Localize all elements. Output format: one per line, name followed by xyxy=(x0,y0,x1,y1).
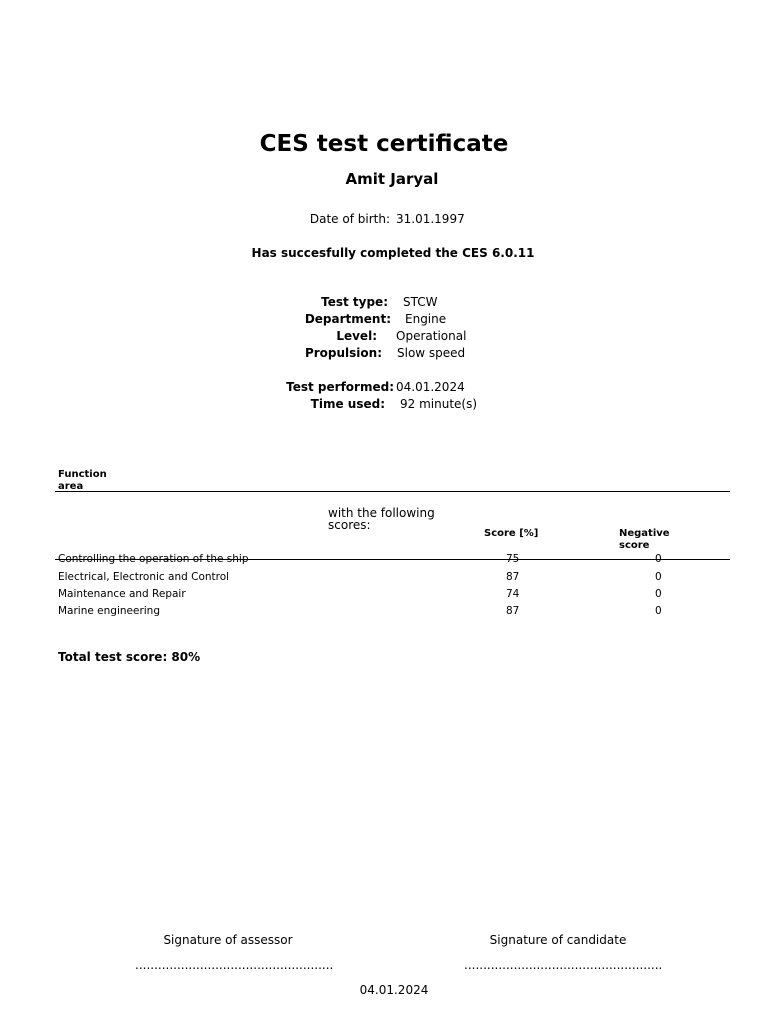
candidate-name: Amit Jaryal xyxy=(345,170,439,188)
header-function-area: Function area xyxy=(58,469,107,492)
scores-intro: with the following scores: xyxy=(328,506,435,532)
propulsion-label: Propulsion: xyxy=(304,346,382,360)
row-area: Controlling the operation of the ship xyxy=(58,553,249,565)
table-divider-top xyxy=(55,491,730,492)
signature-date: 04.01.2024 xyxy=(359,983,429,997)
row-area: Electrical, Electronic and Control xyxy=(58,571,230,583)
row-negative: 0 xyxy=(655,571,662,583)
total-score: Total test score: 80% xyxy=(58,650,201,664)
candidate-signature-label: Signature of candidate xyxy=(489,933,627,947)
level-label: Level: xyxy=(336,329,377,343)
test-performed-value: 04.01.2024 xyxy=(396,380,465,394)
time-used-label: Time used: xyxy=(310,397,385,411)
dob-label: Date of birth: xyxy=(309,212,390,226)
assessor-signature-line: .................................................... xyxy=(135,958,334,972)
completion-statement: Has succesfully completed the CES 6.0.11 xyxy=(251,246,535,260)
row-score: 87 xyxy=(506,571,520,583)
row-negative: 0 xyxy=(655,553,662,565)
propulsion-value: Slow speed xyxy=(397,346,466,360)
row-score: 74 xyxy=(506,588,520,600)
time-used-value: 92 minute(s) xyxy=(400,397,478,411)
test-performed-label: Test performed: xyxy=(286,380,394,394)
candidate-signature-line: .................................................... xyxy=(464,958,663,972)
row-area: Marine engineering xyxy=(58,605,161,617)
test-type-label: Test type: xyxy=(321,295,388,309)
header-score: Score [%] xyxy=(484,528,539,539)
header-negative-score: Negative score xyxy=(619,528,670,551)
dob-value: 31.01.1997 xyxy=(396,212,465,226)
department-label: Department: xyxy=(304,312,391,326)
test-type-value: STCW xyxy=(403,295,438,309)
level-value: Operational xyxy=(396,329,467,343)
assessor-signature-label: Signature of assessor xyxy=(163,933,293,947)
department-value: Engine xyxy=(405,312,447,326)
row-negative: 0 xyxy=(655,588,662,600)
row-negative: 0 xyxy=(655,605,662,617)
certificate-title: CES test certificate xyxy=(259,131,509,157)
row-score: 87 xyxy=(506,605,520,617)
row-score: 75 xyxy=(506,553,520,565)
row-area: Maintenance and Repair xyxy=(58,588,186,600)
